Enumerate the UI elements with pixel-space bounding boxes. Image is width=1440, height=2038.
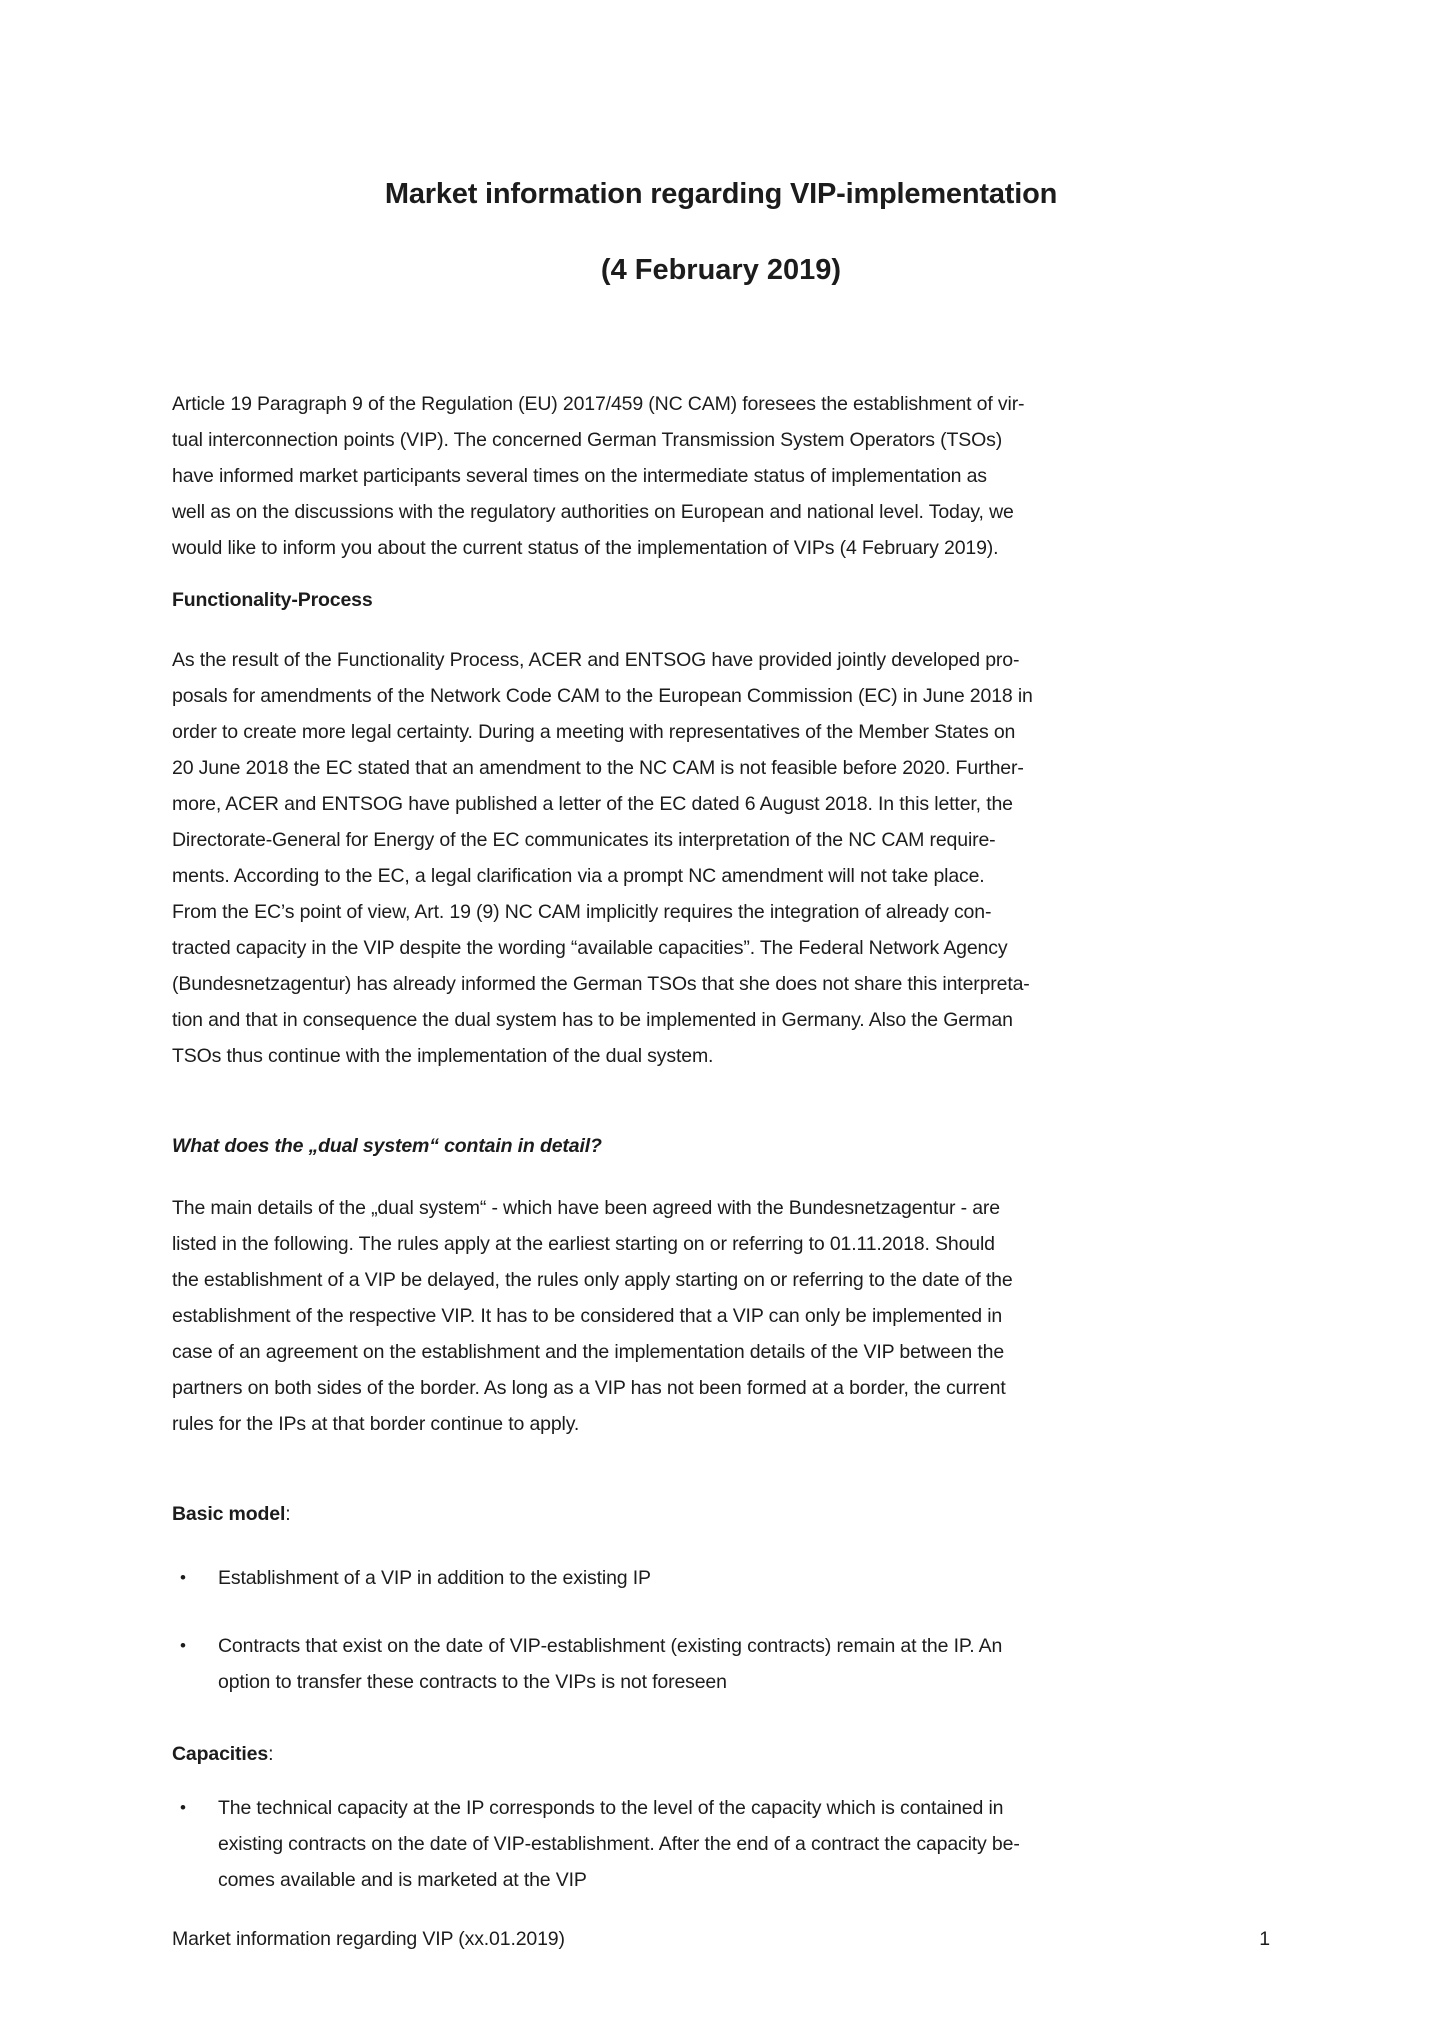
page-footer xyxy=(172,1924,1270,1954)
list-item xyxy=(172,1560,1270,1596)
heading-capacities-colon: : xyxy=(268,1743,274,1765)
list-item-text: Establishment of a VIP in addition to the existing IP xyxy=(218,1567,651,1589)
basic-model-bullet-list xyxy=(172,1560,1270,1700)
list-item xyxy=(172,1790,1270,1898)
bullet-icon: • xyxy=(180,1636,186,1655)
footer-document-label: Market information regarding VIP (xx.01.2019) xyxy=(172,1928,565,1950)
heading-basic-model-colon: : xyxy=(285,1503,291,1525)
bullet-icon: • xyxy=(180,1568,186,1587)
list-item-text: Contracts that exist on the date of VIP-establishment (existing contracts) remain at the IP. An option to transfer these contracts to the VIPs is not foreseen xyxy=(218,1635,1003,1693)
heading-capacities xyxy=(172,1736,1270,1772)
heading-dual-system-question: What does the „dual system“ contain in detail? xyxy=(172,1135,602,1157)
heading-capacities-label: Capacities xyxy=(172,1743,269,1765)
heading-basic-model-label: Basic model xyxy=(172,1503,286,1525)
footer-page-number: 1 xyxy=(1259,1928,1270,1950)
paragraph-intro: Article 19 Paragraph 9 of the Regulation (EU) 2017/459 (NC CAM) foresees the establishment of vir- tual interconnection points (VIP). The concerned German Transmission System Operators (TSOs) have informed market participants several times on the intermediate status of implementation as well as on the discussions with the regulatory authorities on European and national level. Today, we would like to inform you about the current status of the implementation of VIPs (4 February 2019). xyxy=(172,393,1025,559)
heading-basic-model xyxy=(172,1496,1270,1532)
capacities-bullet-list xyxy=(172,1790,1270,1898)
document-title: Market information regarding VIP-implementation xyxy=(384,178,1058,210)
paragraph-dual-system: The main details of the „dual system“ - which have been agreed with the Bundesnetzagentur - are listed in the following. The rules apply at the earliest starting on or referring to 01.11.2018. Should the establishment of a VIP be delayed, the rules only apply starting on or referring to the date of the establishment of the respective VIP. It has to be considered that a VIP can only be implemented in case of an agreement on the establishment and the implementation details of the VIP between the partners on both sides of the border. As long as a VIP has not been formed at a border, the current rules for the IPs at that border continue to apply. xyxy=(172,1197,1013,1435)
list-item xyxy=(172,1628,1270,1700)
paragraph-functionality: As the result of the Functionality Process, ACER and ENTSOG have provided jointly developed pro- posals for amendments of the Network Code CAM to the European Commission (EC) in June 2018 in order to create more legal certainty. During a meeting with representatives of the Member States on 20 June 2018 the EC stated that an amendment to the NC CAM is not feasible before 2020. Further- more, ACER and ENTSOG have published a letter of the EC dated 6 August 2018. In this letter, the Directorate-General for Energy of the EC communicates its interpretation of the NC CAM require- ments. According to the EC, a legal clarification via a prompt NC amendment will not take place. From the EC’s point of view, Art. 19 (9) NC CAM implicitly requires the integration of already con- tracted capacity in the VIP despite the wording “available capacities”. The Federal Network Agency (Bundesnetzagentur) has already informed the German TSOs that she does not share this interpreta- tion and that in consequence the dual system has to be implemented in Germany. Also the German TSOs thus continue with the implementation of the dual system. xyxy=(172,649,1033,1067)
bullet-icon: • xyxy=(180,1798,186,1817)
document-subtitle: (4 February 2019) xyxy=(600,254,842,286)
heading-functionality-process: Functionality-Process xyxy=(172,589,373,611)
page-content xyxy=(0,172,1440,1898)
list-item-text: The technical capacity at the IP corresponds to the level of the capacity which is contained in existing contracts on the date of VIP-establishment. After the end of a contract the capacity be- comes available and is marketed at the VIP xyxy=(218,1797,1020,1891)
